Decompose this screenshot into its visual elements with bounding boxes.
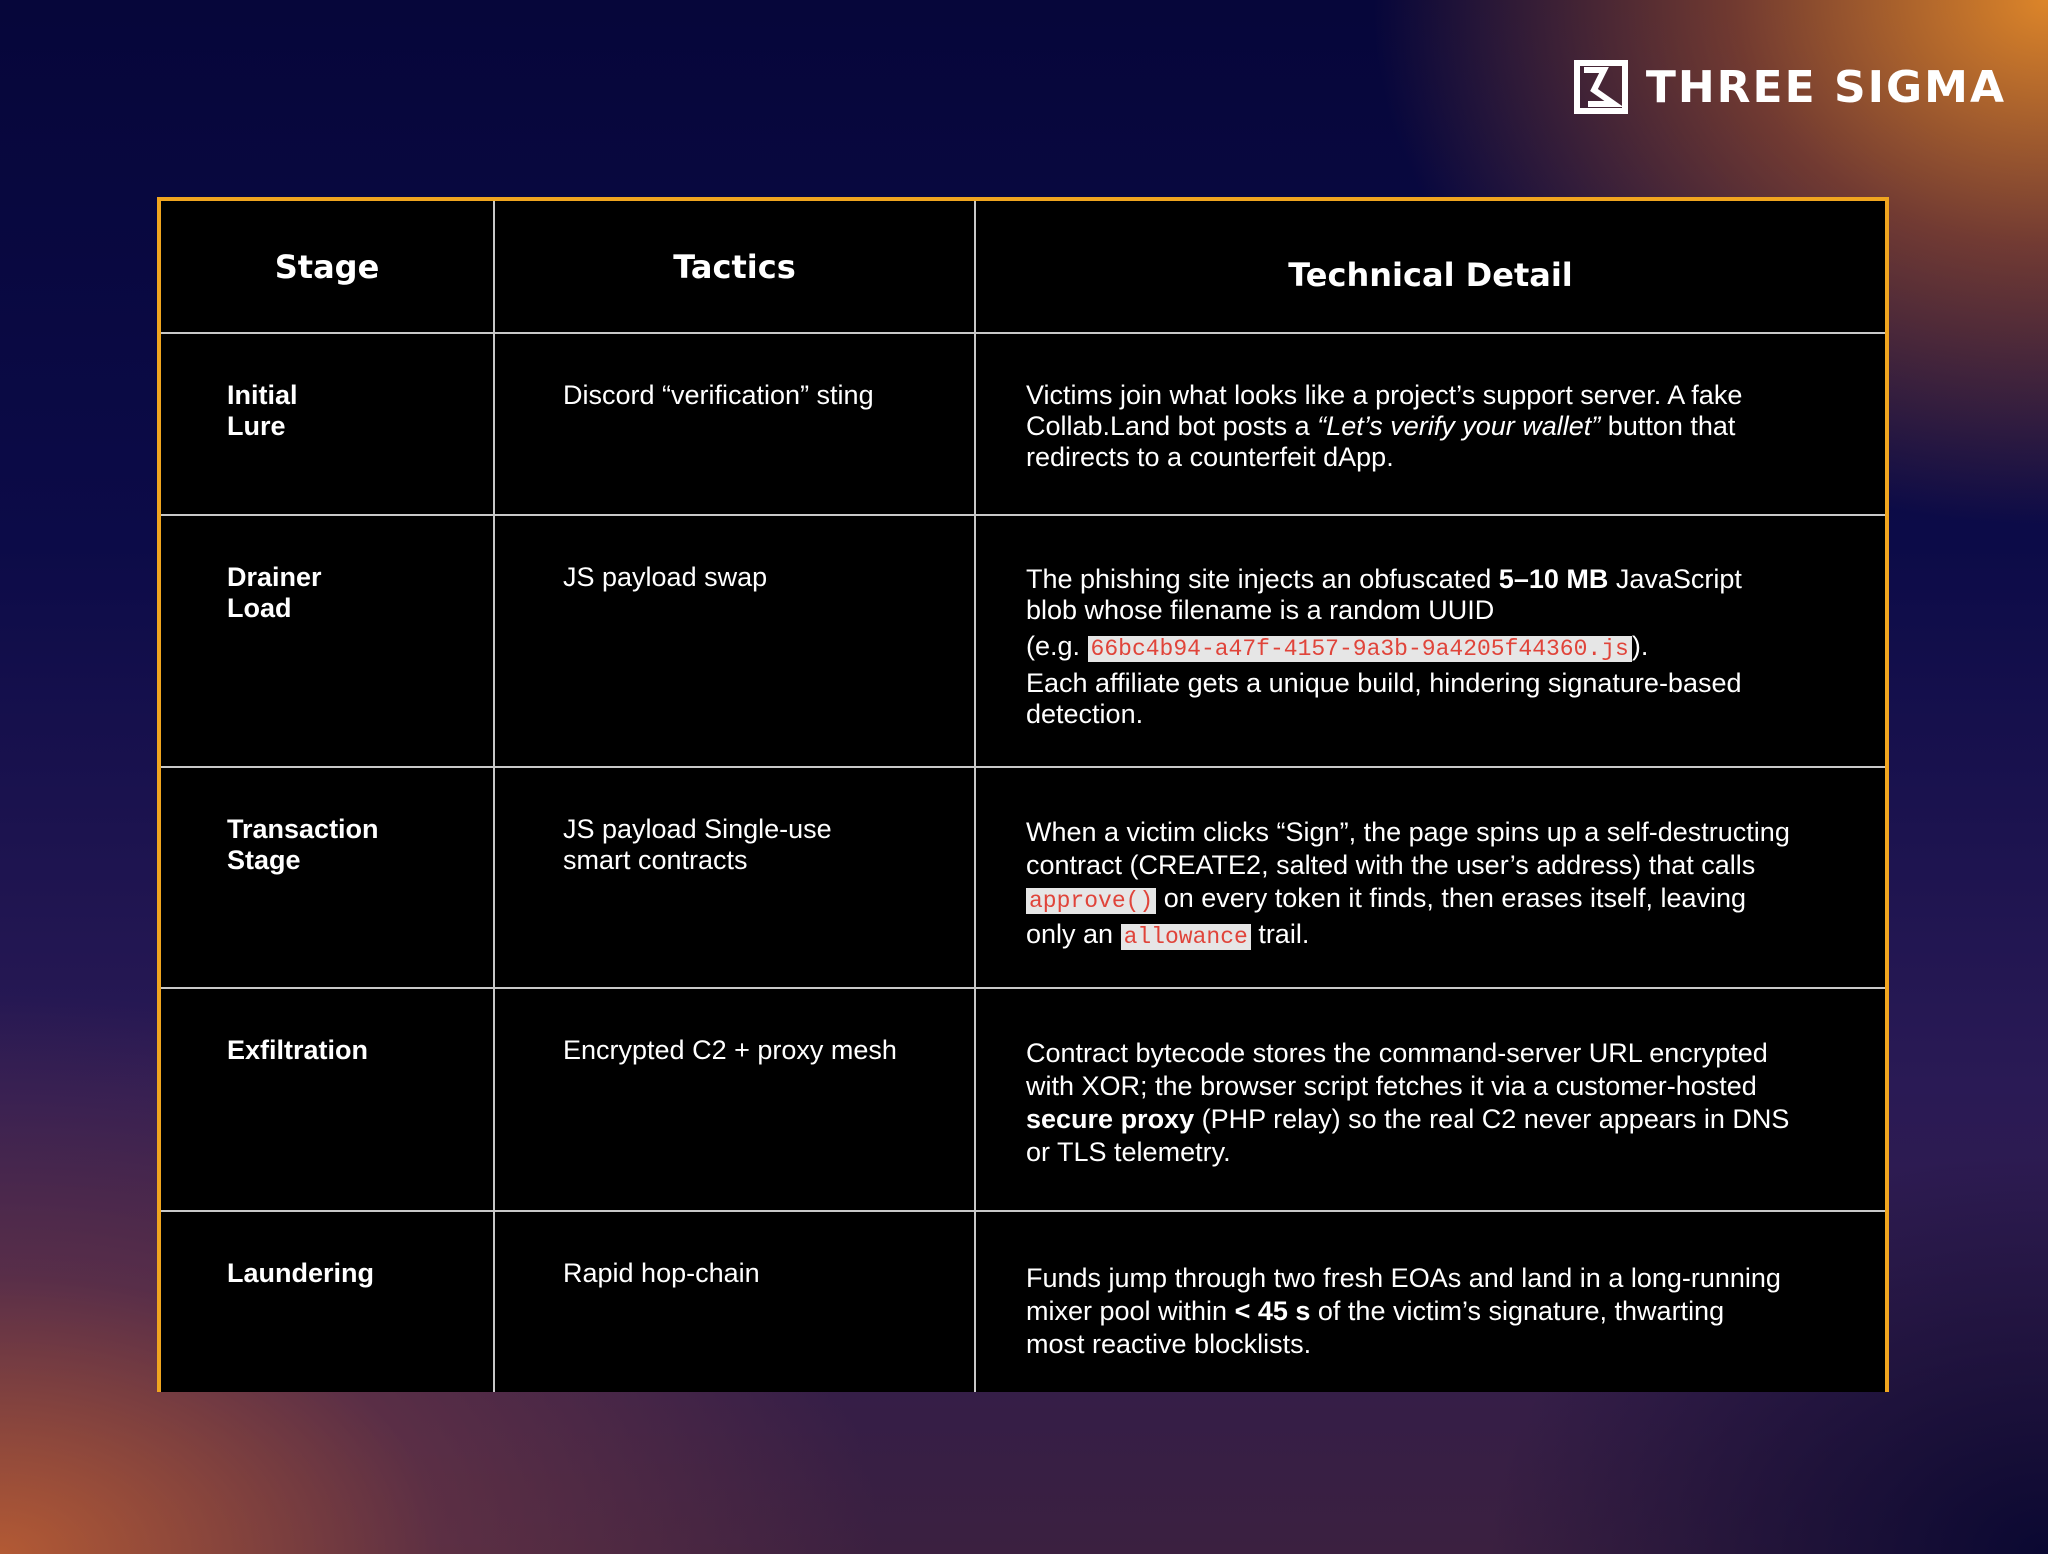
stage-cell: Drainer Load bbox=[161, 515, 494, 767]
tactic-cell: JS payload Single-use smart contracts bbox=[494, 767, 975, 988]
allowance-code: allowance bbox=[1121, 924, 1251, 950]
tactic-cell: JS payload swap bbox=[494, 515, 975, 767]
header-technical-detail: Technical Detail bbox=[975, 201, 1885, 333]
brand-name: THREE SIGMA bbox=[1645, 61, 2006, 113]
stage-cell: Exfiltration bbox=[161, 988, 494, 1211]
detail-cell: When a victim clicks “Sign”, the page spins up a self-destructing contract (CREATE2, salted with the user’s address) that calls approve() on every token it finds, then erases itself, leaving only an allowance trail. bbox=[975, 767, 1885, 988]
table-header-row bbox=[161, 201, 1885, 333]
stage-cell: Laundering bbox=[161, 1211, 494, 1392]
stage-cell: Initial Lure bbox=[161, 333, 494, 515]
brand-logo bbox=[1574, 60, 2006, 114]
attack-stages-table bbox=[157, 197, 1889, 1392]
stage-cell: Transaction Stage bbox=[161, 767, 494, 988]
three-sigma-logo-icon bbox=[1574, 60, 1628, 114]
table-row bbox=[161, 988, 1885, 1211]
table-row bbox=[161, 333, 1885, 515]
quoted-button-text: “Let’s verify your wallet” bbox=[1317, 411, 1601, 441]
header-stage: Stage bbox=[161, 201, 494, 333]
detail-cell: Funds jump through two fresh EOAs and land in a long-running mixer pool within < 45 s of the victim’s signature, thwarting most reactive blocklists. bbox=[975, 1211, 1885, 1392]
header-tactics: Tactics bbox=[494, 201, 975, 333]
detail-cell: Victims join what looks like a project’s support server. A fake Collab.Land bot posts a “Let’s verify your wallet” button that redirects to a counterfeit dApp. bbox=[975, 333, 1885, 515]
table-row bbox=[161, 1211, 1885, 1392]
table-row bbox=[161, 767, 1885, 988]
detail-cell: The phishing site injects an obfuscated 5–10 MB JavaScript blob whose filename is a random UUID (e.g. 66bc4b94-a47f-4157-9a3b-9a4205f44360.js ). Each affiliate gets a unique build, hindering signature-based detection. bbox=[975, 515, 1885, 767]
uuid-filename-code: 66bc4b94-a47f-4157-9a3b-9a4205f44360.js bbox=[1088, 636, 1632, 662]
detail-cell: Contract bytecode stores the command-server URL encrypted with XOR; the browser script fetches it via a customer-hosted secure proxy (PHP relay) so the real C2 never appears in DNS or TLS telemetry. bbox=[975, 988, 1885, 1211]
tactic-cell: Encrypted C2 + proxy mesh bbox=[494, 988, 975, 1211]
table-row bbox=[161, 515, 1885, 767]
tactic-cell: Discord “verification” sting bbox=[494, 333, 975, 515]
approve-function-code: approve() bbox=[1026, 888, 1156, 914]
tactic-cell: Rapid hop-chain bbox=[494, 1211, 975, 1392]
